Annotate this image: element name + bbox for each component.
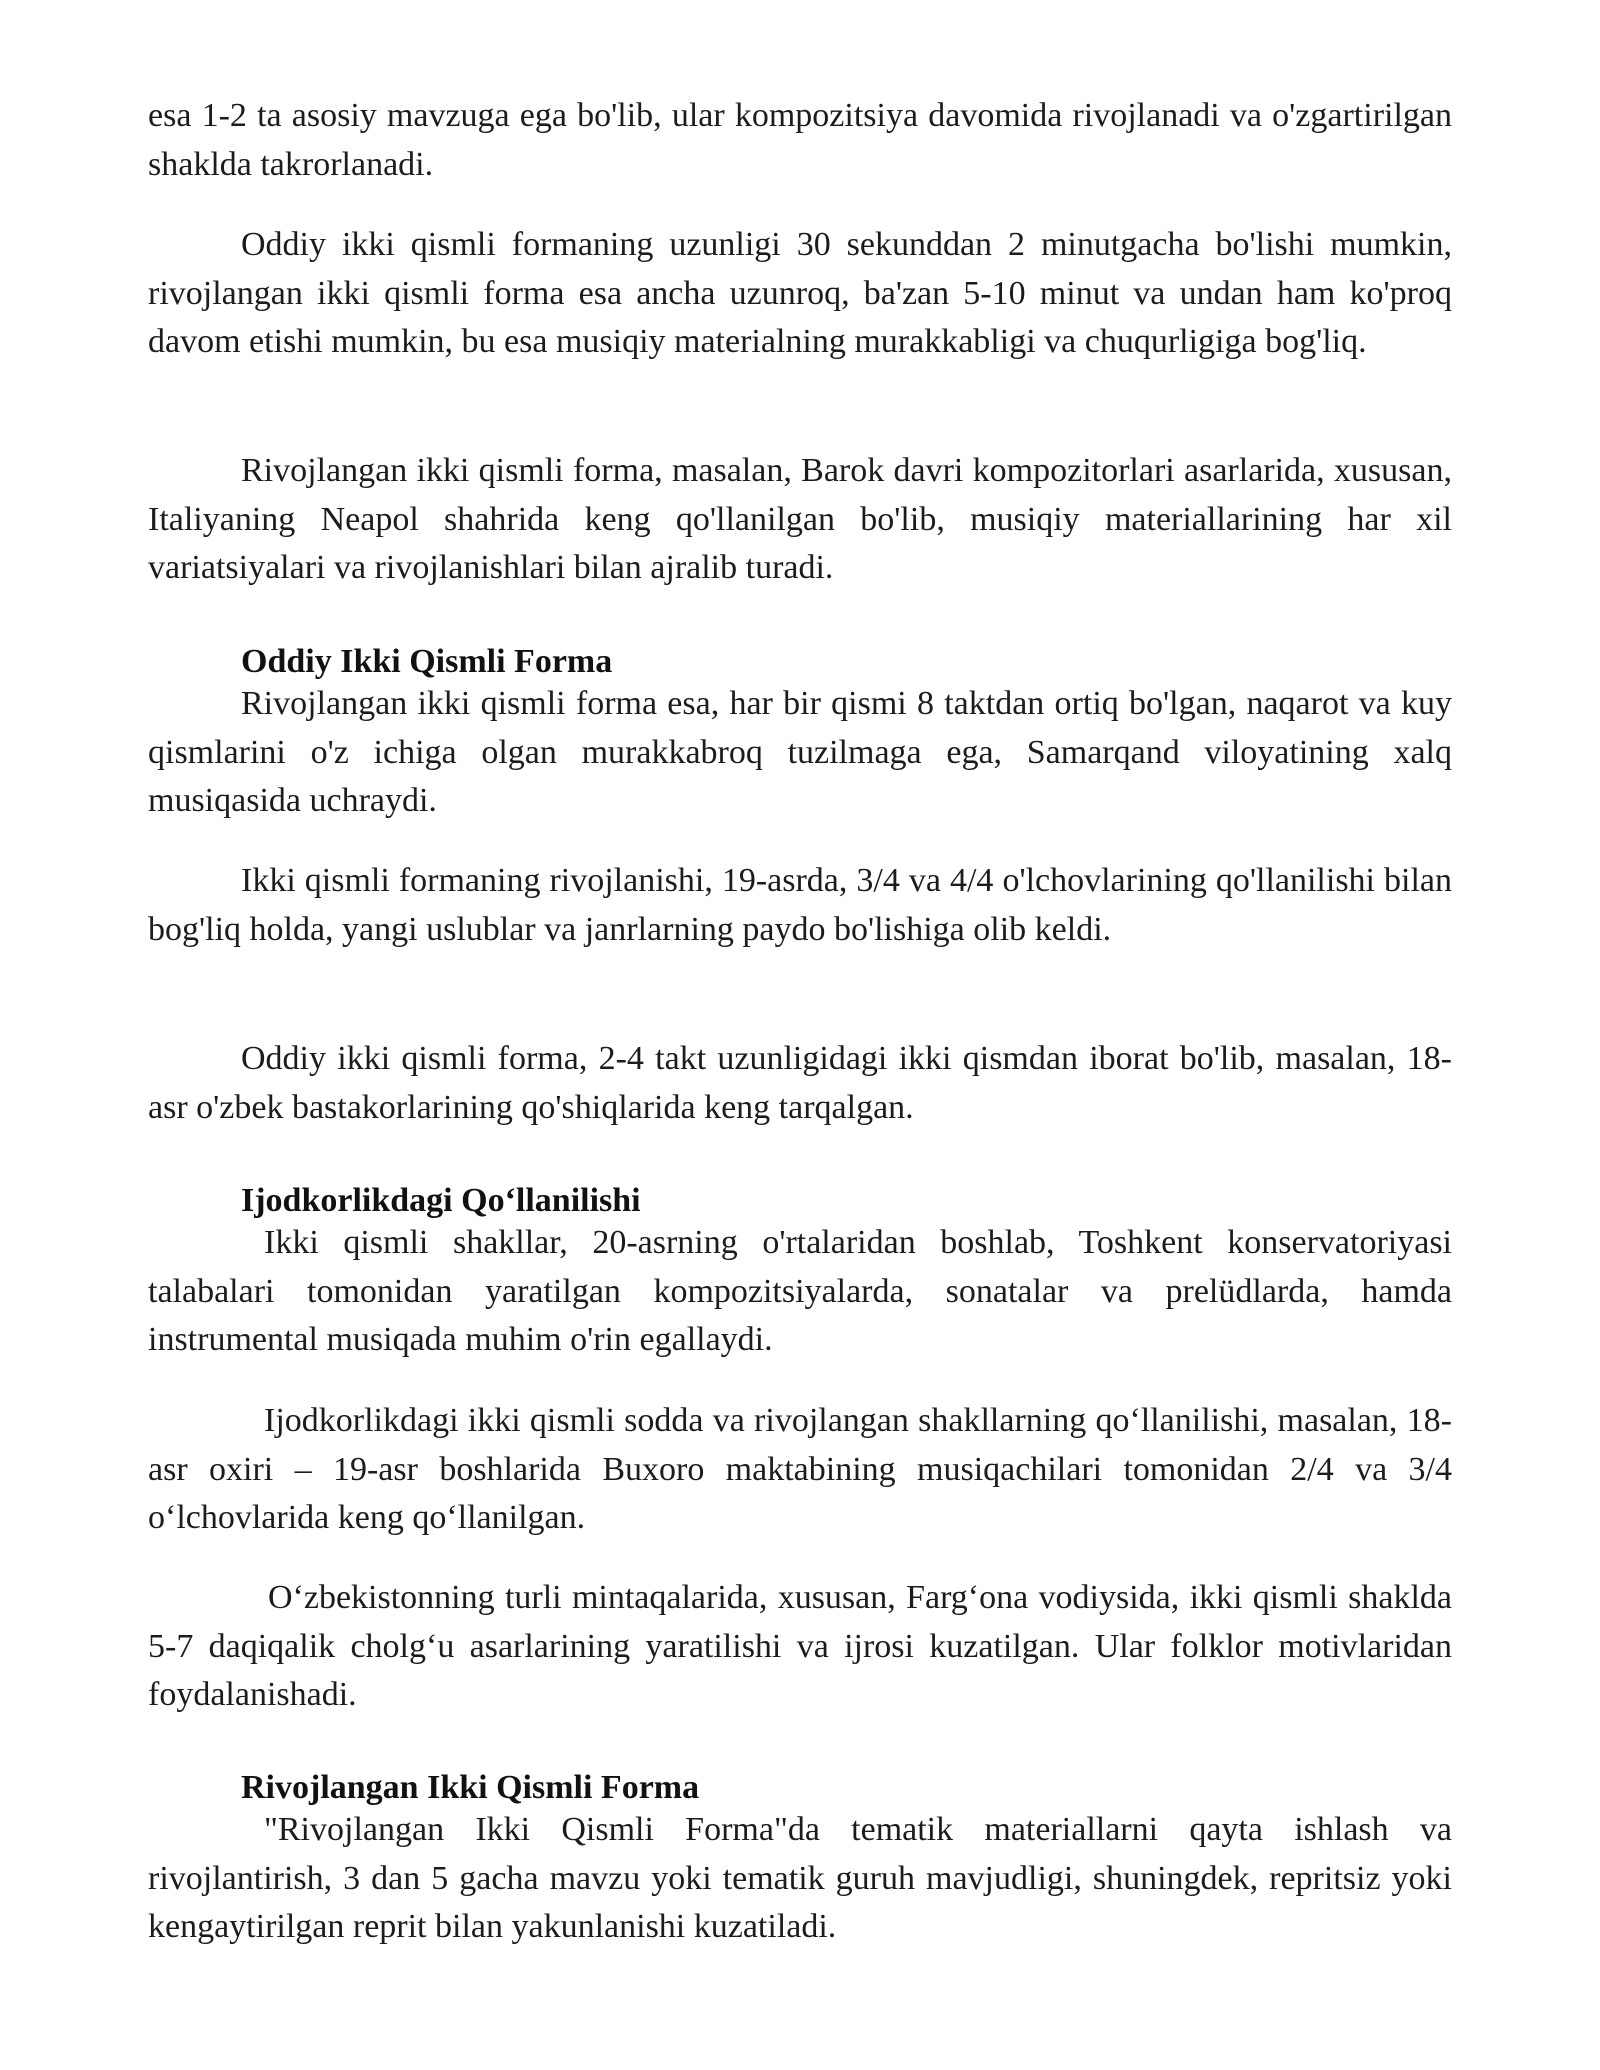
paragraph: esa 1-2 ta asosiy mavzuga ega bo'lib, ular kompozitsiya davomida rivojlanadi va o'zgartirilgan shaklda takrorlanadi. [148, 97, 1452, 183]
section-heading: Rivojlangan Ikki Qismli Forma [241, 1769, 700, 1806]
paragraph: "Rivojlangan Ikki Qismli Forma"da tematik materiallarni qayta ishlash va rivojlantirish, 3 dan 5 gacha mavzu yoki tematik guruh mavjudligi, shuningdek, repritsiz yoki kengaytirilgan reprit bilan yakunlanishi kuzatiladi. [148, 1811, 1452, 1946]
paragraph: Rivojlangan ikki qismli forma, masalan, Barok davri kompozitorlari asarlarida, xususan, Italiyaning Neapol shahrida keng qo'llanilgan bo'lib, musiqiy materiallarining har xil variatsiyalari va rivojlanishlari bilan ajralib turadi. [148, 452, 1452, 587]
paragraph: Oddiy ikki qismli forma, 2-4 takt uzunligidagi ikki qismdan iborat bo'lib, masalan, 18-asr o'zbek bastakorlarining qo'shiqlarida keng tarqalgan. [148, 1040, 1452, 1126]
paragraph: Ijodkorlikdagi ikki qismli sodda va rivojlangan shakllarning qo‘llanilishi, masalan, 18-asr oxiri – 19-asr boshlarida Buxoro maktabining musiqachilari tomonidan 2/4 va 3/4 o‘lchovlarida keng qo‘llanilgan. [148, 1402, 1452, 1537]
paragraph: O‘zbekistonning turli mintaqalarida, xususan, Farg‘ona vodiysida, ikki qismli shaklda 5-7 daqiqalik cholg‘u asarlarining yaratilishi va ijrosi kuzatilgan. Ular folklor motivlaridan foydalanishadi. [148, 1579, 1452, 1714]
paragraph: Ikki qismli formaning rivojlanishi, 19-asrda, 3/4 va 4/4 o'lchovlarining qo'llanilishi bilan bog'liq holda, yangi uslublar va janrlarning paydo bo'lishiga olib keldi. [148, 862, 1452, 948]
paragraph: Ikki qismli shakllar, 20-asrning o'rtalaridan boshlab, Toshkent konservatoriyasi talabalari tomonidan yaratilgan kompozitsiyalarda, sonatalar va prelüdlarda, hamda instrumental musiqada muhim o'rin egallaydi. [148, 1224, 1452, 1359]
section-heading: Ijodkorlikdagi Qo‘llanilishi [241, 1182, 641, 1219]
paragraph: Rivojlangan ikki qismli forma esa, har bir qismi 8 taktdan ortiq bo'lgan, naqarot va kuy qismlarini o'z ichiga olgan murakkabroq tuzilmaga ega, Samarqand viloyatining xalq musiqasida uchraydi. [148, 685, 1452, 820]
section-heading: Oddiy Ikki Qismli Forma [241, 643, 613, 680]
paragraph: Oddiy ikki qismli formaning uzunligi 30 sekunddan 2 minutgacha bo'lishi mumkin, rivojlangan ikki qismli forma esa ancha uzunroq, ba'zan 5-10 minut va undan ham ko'proq davom etishi mumkin, bu esa musiqiy materialning murakkabligi va chuqurligiga bog'liq. [148, 226, 1452, 361]
